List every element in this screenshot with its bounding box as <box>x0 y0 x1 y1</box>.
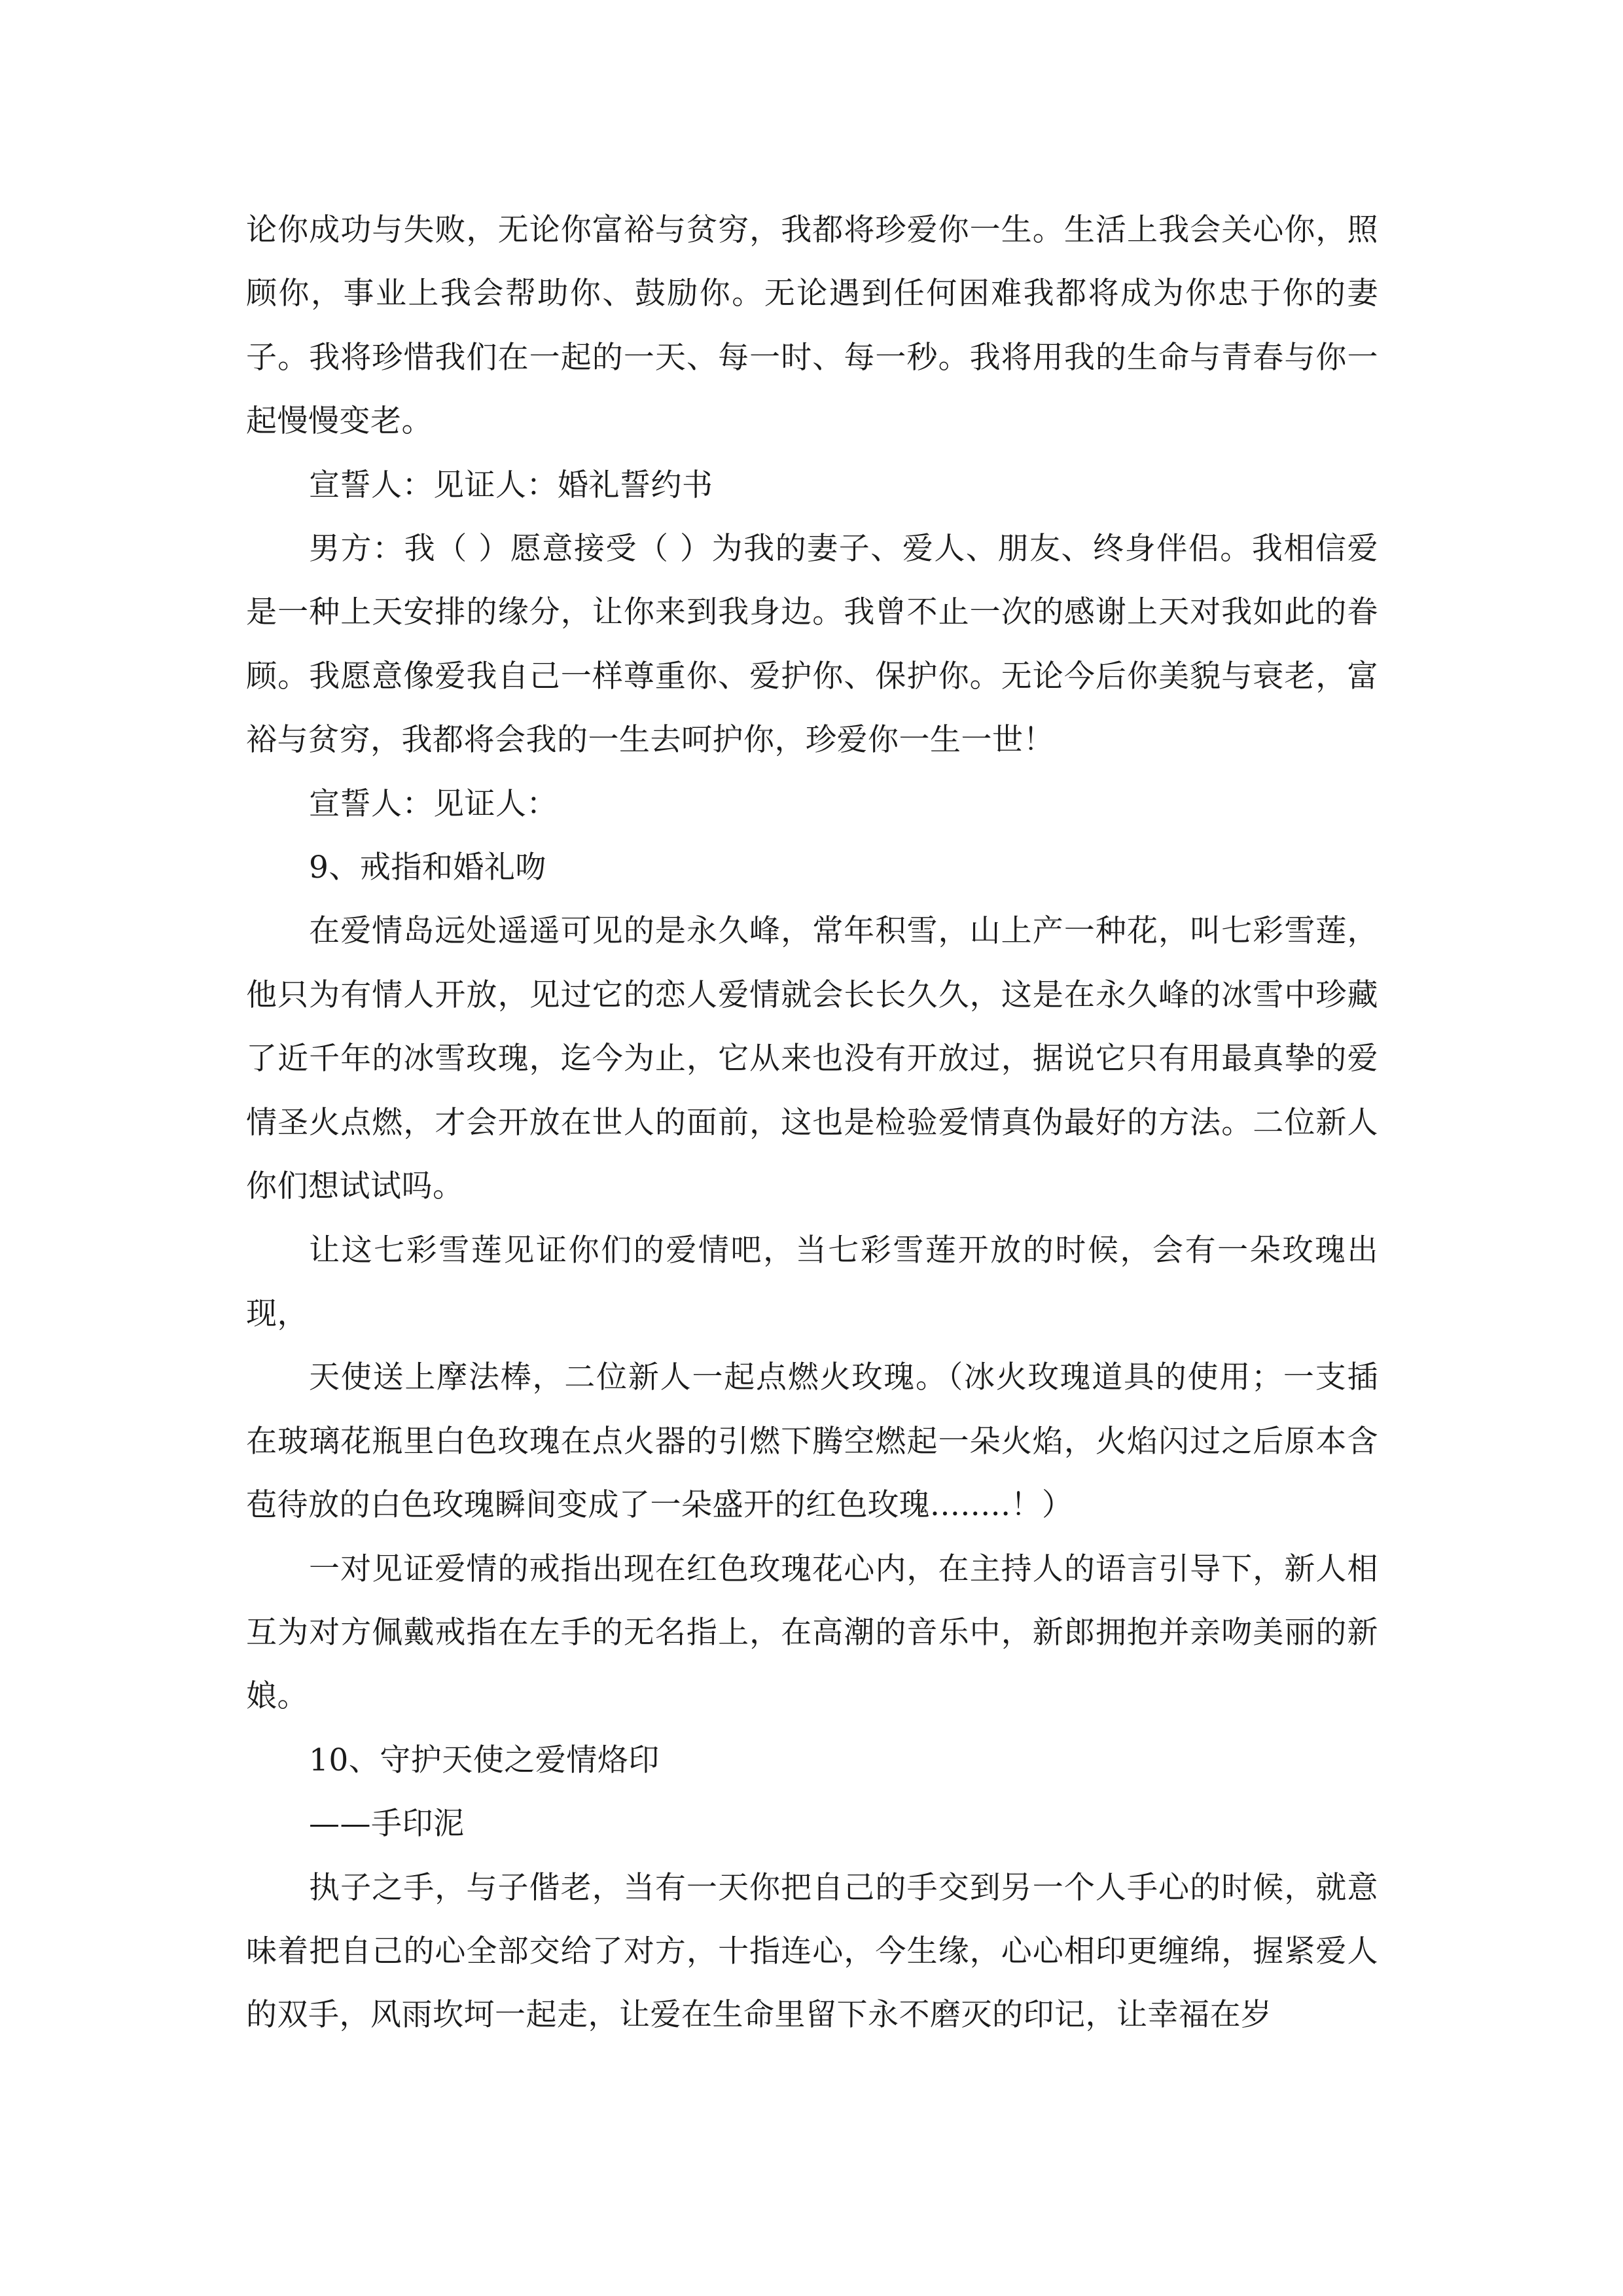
paragraph-snow-lotus: 在爱情岛远处遥遥可见的是永久峰，常年积雪，山上产一种花，叫七彩雪莲，他只为有情人开放，见过它的恋人爱情就会长长久久，这是在永久峰的冰雪中珍藏了近千年的冰雪玫瑰，迄今为止，它从来也没有开放过，据说它只有用最真挚的爱情圣火点燃，才会开放在世人的面前，这也是检验爱情真伪最好的方法。二位新人你们想试试吗。 <box>246 913 1378 1205</box>
section-heading-love-imprint: 10、守护天使之爱情烙印 <box>309 1742 660 1778</box>
subheading-handprint-clay: ——手印泥 <box>309 1806 465 1842</box>
document-body <box>246 198 1378 2047</box>
paragraph-rose-appears: 让这七彩雪莲见证你们的爱情吧，当七彩雪莲开放的时候，会有一朵玫瑰出现， <box>246 1232 1378 1332</box>
paragraph-signature-line-2: 宣誓人：见证人： <box>309 785 558 822</box>
paragraph-ring-exchange: 一对见证爱情的戒指出现在红色玫瑰花心内，在主持人的语言引导下，新人相互为对方佩戴戒指在左手的无名指上，在高潮的音乐中，新郎拥抱并亲吻美丽的新娘。 <box>246 1551 1378 1715</box>
section-heading-rings-kiss: 9、戒指和婚礼吻 <box>309 850 546 886</box>
paragraph-fire-rose: 天使送上摩法棒，二位新人一起点燃火玫瑰。（冰火玫瑰道具的使用；一支插在玻璃花瓶里白色玫瑰在点火器的引燃下腾空燃起一朵火焰，火焰闪过之后原本含苞待放的白色玫瑰瞬间变成了一朵盛开的红色玫瑰........！） <box>246 1359 1378 1524</box>
paragraph-hold-hands: 执子之手，与子偕老，当有一天你把自己的手交到另一个人手心的时候，就意味着把自己的心全部交给了对方，十指连心，今生缘，心心相印更缠绵，握紧爱人的双手，风雨坎坷一起走，让爱在生命里留下永不磨灭的印记，让幸福在岁 <box>246 1869 1378 2034</box>
paragraph-vow-continuation: 论你成功与失败，无论你富裕与贫穷，我都将珍爱你一生。生活上我会关心你，照顾你，事业上我会帮助你、鼓励你。无论遇到任何困难我都将成为你忠于你的妻子。我将珍惜我们在一起的一天、每一时、每一秒。我将用我的生命与青春与你一起慢慢变老。 <box>246 212 1378 440</box>
paragraph-signature-line-1: 宣誓人：见证人：婚礼誓约书 <box>309 467 713 503</box>
paragraph-groom-vow: 男方：我（ ）愿意接受（ ）为我的妻子、爱人、朋友、终身伴侣。我相信爱是一种上天安排的缘分，让你来到我身边。我曾不止一次的感谢上天对我如此的眷顾。我愿意像爱我自己一样尊重你、爱护你、保护你。无论今后你美貌与衰老，富裕与贫穷，我都将会我的一生去呵护你，珍爱你一生一世！ <box>246 531 1378 759</box>
